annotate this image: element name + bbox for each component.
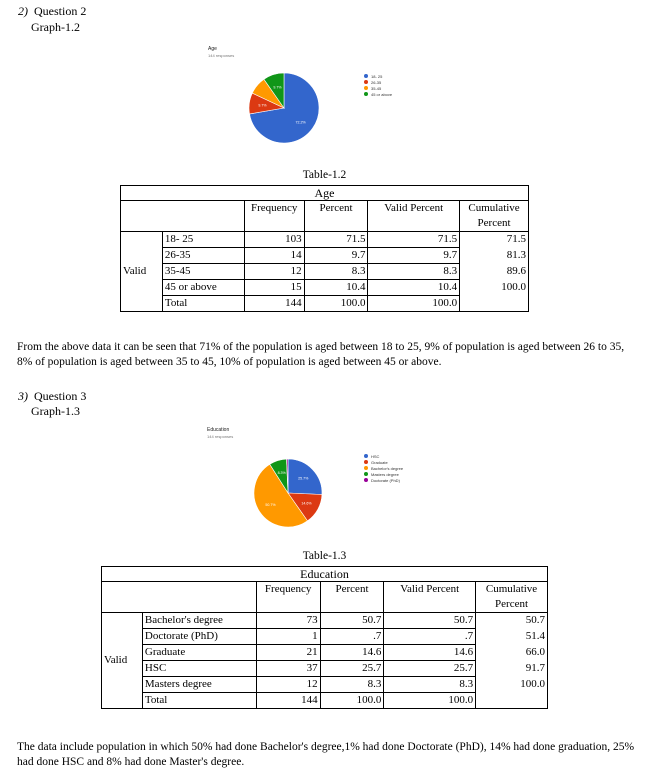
education-pie-chart (203, 427, 483, 522)
legend-label: Bachelor's degree (371, 465, 404, 471)
table-row (121, 232, 529, 248)
education-pie (253, 458, 323, 528)
age-pie (248, 72, 320, 144)
question-3-number: 3) (18, 389, 28, 403)
slice-label: 25.7% (298, 476, 309, 481)
header-blank-cell (121, 201, 245, 232)
cell-cumulative-percent: 71.5 (460, 232, 529, 248)
table-row (102, 693, 548, 709)
legend-item (364, 91, 392, 97)
cell-cumulative-percent: 89.6 (460, 264, 529, 280)
cell-cumulative-percent: 81.3 (460, 248, 529, 264)
legend-item (364, 477, 403, 483)
cell-valid-percent: 9.7 (368, 248, 460, 264)
question-3-title: Question 3 (34, 389, 87, 403)
legend-label: HSC (371, 453, 380, 459)
table-1-3 (101, 566, 548, 709)
legend-dot-icon (364, 478, 368, 482)
legend-dot-icon (364, 80, 368, 84)
cell-valid-percent: 8.3 (368, 264, 460, 280)
legend-dot-icon (364, 460, 368, 464)
legend-dot-icon (364, 86, 368, 90)
group-label: Valid (102, 613, 143, 709)
cell-percent: 100.0 (304, 296, 368, 312)
cell-cumulative-percent: 66.0 (476, 645, 548, 661)
table-row (121, 280, 529, 296)
row-label: HSC (142, 661, 256, 677)
row-label: Bachelor's degree (142, 613, 256, 629)
legend-label: Masters degree (371, 471, 399, 477)
cell-percent: 14.6 (320, 645, 384, 661)
table-title: Age (121, 186, 529, 201)
table-row (121, 264, 529, 280)
cell-frequency: 14 (244, 248, 304, 264)
cell-frequency: 12 (256, 677, 320, 693)
cell-valid-percent: 8.3 (384, 677, 476, 693)
cell-percent: 25.7 (320, 661, 384, 677)
row-label: Total (142, 693, 256, 709)
question-3-paragraph: The data include population in which 50% had done Bachelor's degree,1% had done Doctorate (PhD), 14% had done graduation, 25% had done HSC and 8% had done Master's degree. (17, 741, 635, 768)
table-1-2-caption: Table-1.2 (302, 169, 347, 181)
cell-valid-percent: .7 (384, 629, 476, 645)
legend-dot-icon (364, 92, 368, 96)
question-2-heading (18, 4, 86, 18)
cell-cumulative-percent: 100.0 (476, 677, 548, 693)
group-label: Valid (121, 232, 163, 312)
slice-label: 9.7% (273, 85, 282, 90)
row-label: 35-45 (162, 264, 244, 280)
column-header: Percent (320, 582, 384, 613)
row-label: 26-35 (162, 248, 244, 264)
legend-dot-icon (364, 74, 368, 78)
cell-percent: 8.3 (320, 677, 384, 693)
slice-label: 72.2% (295, 120, 306, 125)
cell-valid-percent: 71.5 (368, 232, 460, 248)
cell-percent: 10.4 (304, 280, 368, 296)
table-title: Education (102, 567, 548, 582)
cell-cumulative-percent (476, 693, 548, 709)
cell-percent: 100.0 (320, 693, 384, 709)
cell-frequency: 103 (244, 232, 304, 248)
header-blank-cell (102, 582, 257, 613)
cell-frequency: 1 (256, 629, 320, 645)
cell-frequency: 12 (244, 264, 304, 280)
table-row (102, 645, 548, 661)
legend-dot-icon (364, 454, 368, 458)
table-header-row (121, 201, 529, 232)
legend-label: 45 or above (371, 91, 393, 97)
legend-label: 35-45 (371, 85, 382, 91)
question-2-paragraph: From the above data it can be seen that 71% of the population is aged between 18 to 25, 9% of population is aged between 26 to 35, 8% of population is aged between 35 to 45, 10% of population is aged between 45 or above. (17, 341, 625, 368)
column-header: Cumulative Percent (476, 582, 548, 613)
table-row (102, 613, 548, 629)
age-chart-title: Age (208, 46, 217, 52)
age-chart-legend (364, 73, 392, 97)
cell-cumulative-percent (460, 296, 529, 312)
table-header-row (102, 582, 548, 613)
table-row (121, 296, 529, 312)
column-header: Valid Percent (384, 582, 476, 613)
row-label: 18- 25 (162, 232, 244, 248)
age-chart-subtitle: 144 responses (208, 53, 235, 58)
cell-frequency: 144 (244, 296, 304, 312)
table-row (102, 677, 548, 693)
row-label: Total (162, 296, 244, 312)
column-header: Valid Percent (368, 201, 460, 232)
legend-label: Graduate (371, 459, 388, 465)
cell-frequency: 21 (256, 645, 320, 661)
slice-label: 9.7% (258, 103, 267, 108)
table-1-2 (120, 185, 529, 312)
legend-dot-icon (364, 466, 368, 470)
legend-label: 18- 25 (371, 73, 383, 79)
age-pie-chart (204, 46, 464, 136)
cell-valid-percent: 10.4 (368, 280, 460, 296)
cell-valid-percent: 100.0 (384, 693, 476, 709)
question-2-title: Question 2 (34, 4, 87, 18)
graph-1-2-label: Graph-1.2 (31, 20, 80, 34)
row-label: Masters degree (142, 677, 256, 693)
table-row (121, 248, 529, 264)
question-3-heading (18, 389, 86, 403)
column-header: Frequency (256, 582, 320, 613)
education-chart-legend (364, 453, 403, 483)
cell-frequency: 73 (256, 613, 320, 629)
row-label: 45 or above (162, 280, 244, 296)
cell-frequency: 37 (256, 661, 320, 677)
cell-percent: .7 (320, 629, 384, 645)
table-row (102, 629, 548, 645)
education-chart-subtitle: 144 responses (207, 434, 234, 439)
column-header: Percent (304, 201, 368, 232)
cell-valid-percent: 25.7 (384, 661, 476, 677)
cell-cumulative-percent: 50.7 (476, 613, 548, 629)
slice-label: 8.3% (277, 471, 286, 476)
cell-frequency: 15 (244, 280, 304, 296)
column-header: Cumulative Percent (460, 201, 529, 232)
cell-percent: 8.3 (304, 264, 368, 280)
education-chart-title: Education (207, 427, 230, 433)
cell-percent: 71.5 (304, 232, 368, 248)
cell-cumulative-percent: 100.0 (460, 280, 529, 296)
cell-valid-percent: 50.7 (384, 613, 476, 629)
slice-label: 50.7% (265, 502, 276, 507)
legend-label: 26-35 (371, 79, 382, 85)
cell-cumulative-percent: 91.7 (476, 661, 548, 677)
table-1-3-caption: Table-1.3 (302, 550, 347, 562)
question-2-number: 2) (18, 4, 28, 18)
legend-label: Doctorate (PhD) (371, 477, 400, 483)
legend-dot-icon (364, 472, 368, 476)
graph-1-3-label: Graph-1.3 (31, 404, 80, 418)
cell-percent: 9.7 (304, 248, 368, 264)
cell-valid-percent: 100.0 (368, 296, 460, 312)
slice-label: 14.6% (301, 501, 312, 506)
cell-percent: 50.7 (320, 613, 384, 629)
row-label: Doctorate (PhD) (142, 629, 256, 645)
cell-frequency: 144 (256, 693, 320, 709)
row-label: Graduate (142, 645, 256, 661)
table-title-row (102, 567, 548, 582)
cell-valid-percent: 14.6 (384, 645, 476, 661)
cell-cumulative-percent: 51.4 (476, 629, 548, 645)
table-title-row (121, 186, 529, 201)
table-row (102, 661, 548, 677)
column-header: Frequency (244, 201, 304, 232)
